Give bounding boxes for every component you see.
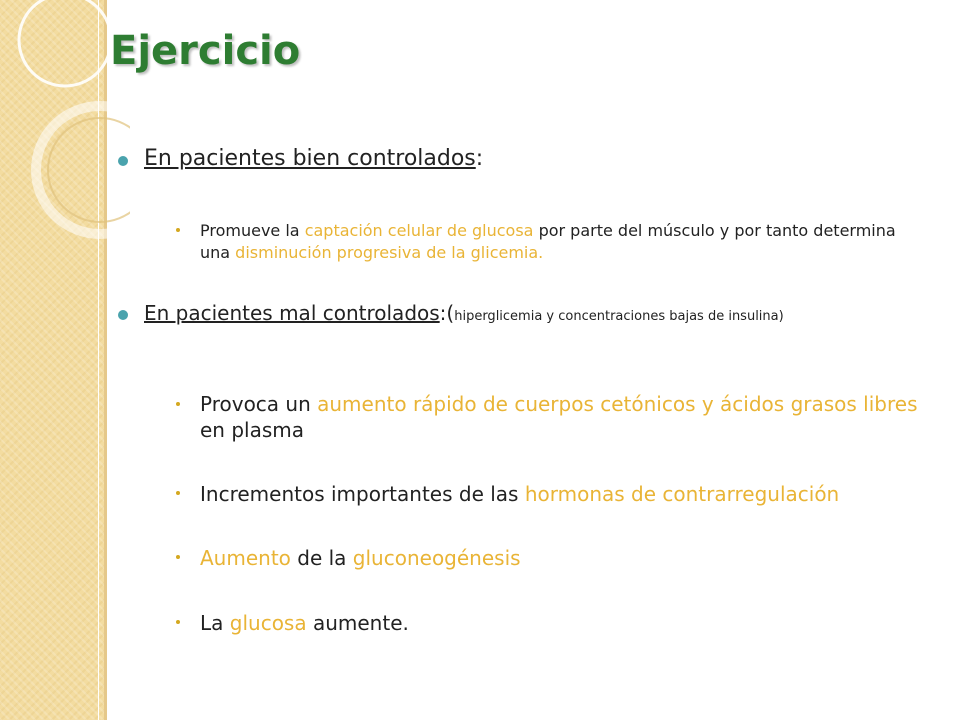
page-title: Ejercicio <box>110 28 301 74</box>
section-heading-well-controlled: En pacientes bien controlados: <box>144 146 484 171</box>
list-item: Provoca un aumento rápido de cuerpos cetónicos y ácidos grasos libres en plasma <box>200 392 918 442</box>
bullet-icon <box>118 310 128 320</box>
list-item: Incrementos importantes de las hormonas de contrarregulación <box>200 482 840 506</box>
list-item: Promueve la captación celular de glucosa por parte del músculo y por tanto determina una disminución progresiva de la glicemia. <box>200 221 896 262</box>
list-item: La glucosa aumente. <box>200 611 409 635</box>
sub-bullet-icon <box>176 228 180 232</box>
list-item: Aumento de la gluconeogénesis <box>200 546 521 570</box>
section-heading-poorly-controlled: En pacientes mal controlados:(hiperglicemia y concentraciones bajas de insulina) <box>144 301 784 325</box>
sub-bullet-icon <box>176 555 180 559</box>
sub-bullet-icon <box>176 402 180 406</box>
sub-bullet-icon <box>176 491 180 495</box>
bullet-icon <box>118 156 128 166</box>
sub-bullet-icon <box>176 620 180 624</box>
